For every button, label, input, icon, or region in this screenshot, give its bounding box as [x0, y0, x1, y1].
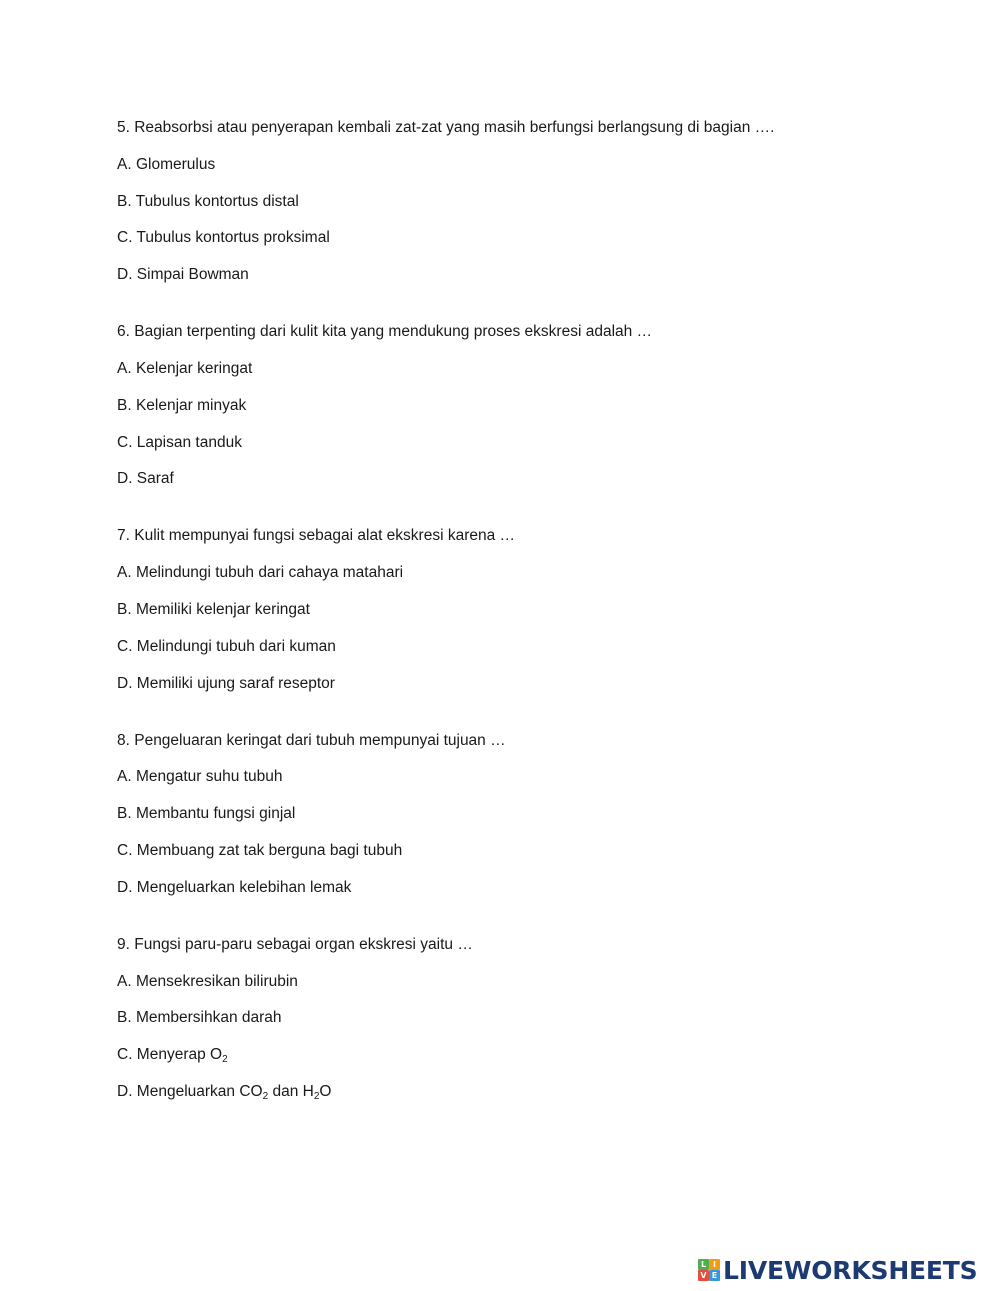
option-b: B. Membersihkan darah	[117, 1009, 282, 1027]
question-text: 7. Kulit mempunyai fungsi sebagai alat ekskresi karena …	[117, 527, 516, 545]
question-5	[117, 117, 917, 285]
logo-tile-v: V	[698, 1270, 709, 1281]
liveworksheets-logo	[698, 1255, 977, 1285]
question-6	[117, 321, 917, 489]
question-7	[117, 525, 917, 693]
liveworksheets-logo-icon	[698, 1259, 720, 1281]
option-d: D. Mengeluarkan kelebihan lemak	[117, 878, 352, 896]
liveworksheets-wordmark: LIVEWORKSHEETS	[723, 1255, 978, 1285]
option-c: C. Membuang zat tak berguna bagi tubuh	[117, 841, 403, 859]
option-b: B. Kelenjar minyak	[117, 396, 247, 414]
logo-tile-i: I	[709, 1259, 720, 1270]
option-b: B. Tubulus kontortus distal	[117, 192, 299, 210]
option-b: B. Memiliki kelenjar keringat	[117, 600, 310, 618]
option-a: A. Mensekresikan bilirubin	[117, 972, 298, 990]
question-9	[117, 934, 917, 1102]
logo-tile-e: E	[709, 1270, 720, 1281]
option-a: A. Mengatur suhu tubuh	[117, 768, 283, 786]
question-8	[117, 730, 917, 898]
option-c: C. Lapisan tanduk	[117, 433, 242, 451]
option-c: C. Menyerap $O_2$	[117, 1046, 228, 1066]
worksheet	[117, 117, 917, 1138]
option-d: D. Mengeluarkan $CO_2$ dan $H_2O$	[117, 1082, 332, 1102]
option-d: D. Saraf	[117, 470, 174, 488]
option-d: D. Memiliki ujung saraf reseptor	[117, 674, 335, 692]
option-c: C. Melindungi tubuh dari kuman	[117, 637, 336, 655]
option-d: D. Simpai Bowman	[117, 266, 249, 284]
question-text: 6. Bagian terpenting dari kulit kita yang mendukung proses ekskresi adalah …	[117, 323, 653, 341]
option-a: A. Melindungi tubuh dari cahaya matahari	[117, 564, 404, 582]
question-text: 8. Pengeluaran keringat dari tubuh mempunyai tujuan …	[117, 731, 506, 749]
question-text: 9. Fungsi paru-paru sebagai organ ekskresi yaitu …	[117, 935, 473, 953]
question-text: 5. Reabsorbsi atau penyerapan kembali zat-zat yang masih berfungsi berlangsung di bagian ….	[117, 119, 775, 136]
option-a: A. Glomerulus	[117, 155, 216, 173]
option-b: B. Membantu fungsi ginjal	[117, 805, 296, 823]
logo-tile-l: L	[698, 1259, 709, 1270]
option-c: C. Tubulus kontortus proksimal	[117, 229, 330, 247]
option-a: A. Kelenjar keringat	[117, 359, 253, 377]
